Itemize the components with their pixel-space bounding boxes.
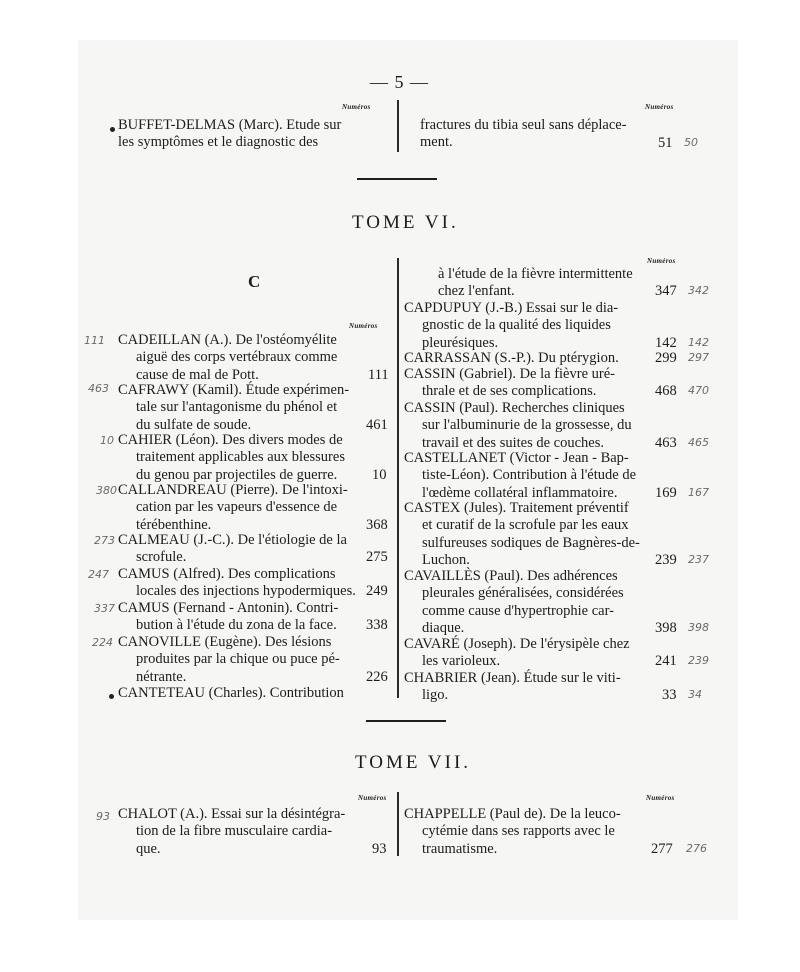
entry-line: locales des injections hypodermiques. (136, 583, 356, 600)
entry-buffet-delmas (118, 117, 341, 152)
entry-line: ligo. (422, 687, 449, 704)
entry-number: 468 (655, 383, 677, 399)
column-divider-bottom (397, 792, 399, 856)
entry-line: comme cause d'hypertrophie car- (422, 602, 614, 619)
handwritten-annotation: 297 (688, 351, 709, 364)
entry-number: 463 (655, 435, 677, 451)
section-divider (366, 720, 446, 722)
entry-calmeau (118, 532, 347, 567)
entry-line: diaque. (422, 620, 465, 637)
entry-line: CAFRAWY (Kamil). Étude expérimen- (118, 382, 350, 398)
handwritten-annotation: 465 (688, 436, 709, 449)
entry-number: 299 (655, 350, 677, 366)
entry-line: CAHIER (Léon). Des divers modes de (118, 432, 343, 448)
column-divider-top (397, 100, 399, 152)
entry-line: du sulfate de soude. (136, 416, 252, 433)
numeros-header-left: Numéros (342, 103, 371, 111)
handwritten-annotation: 380 (96, 484, 117, 497)
entry-line: du genou par projectiles de guerre. (136, 466, 338, 483)
entry-number: 169 (655, 485, 677, 501)
entry-line: CALMEAU (J.-C.). De l'étiologie de la (118, 532, 347, 548)
handwritten-annotation: 10 (100, 434, 114, 447)
entry-line: CAMUS (Alfred). Des complications (118, 566, 336, 582)
entry-line: pleurésiques. (422, 334, 499, 351)
page-number: — 5 — (370, 72, 429, 92)
entry-bullet (109, 694, 114, 699)
entry-line: traumatisme. (422, 840, 498, 857)
entry-camus-fernand (118, 600, 338, 635)
handwritten-annotation: 247 (88, 568, 109, 581)
entry-number: 241 (655, 653, 677, 669)
entry-line: tiste-Léon). Contribution à l'étude de (422, 467, 637, 484)
numeros-header-left: Numéros (358, 794, 387, 802)
entry-line: les symptômes et le diagnostic des (118, 134, 319, 151)
numeros-header-right: Numéros (645, 103, 674, 111)
entry-line: à l'étude de la fièvre intermittente (438, 266, 633, 282)
entry-line: l'œdème collatéral inflammatoire. (422, 484, 618, 501)
entry-line: cytémie dans ses rapports avec le (422, 823, 615, 840)
handwritten-annotation: 167 (688, 486, 709, 499)
entry-chalot (118, 806, 345, 858)
entry-line: nétrante. (136, 668, 187, 685)
entry-line: CASTELLANET (Victor - Jean - Bap- (404, 450, 629, 466)
entry-line: traitement applicables aux blessures (136, 449, 345, 466)
handwritten-annotation: 398 (688, 621, 709, 634)
entry-cassin-paul (404, 400, 632, 452)
entry-carrassan (404, 350, 619, 367)
numeros-header-right: Numéros (646, 794, 675, 802)
entry-line: CANTETEAU (Charles). Contribution (118, 685, 344, 701)
entry-line: CAVAILLÈS (Paul). Des adhérences (404, 568, 618, 584)
entry-line: aiguë des corps vertébraux comme (136, 349, 338, 366)
entry-continuation-fractures (420, 117, 627, 152)
entry-line: CARRASSAN (S.-P.). Du ptérygion. (404, 350, 619, 366)
entry-line: tale sur l'antagonisme du phénol et (136, 399, 338, 416)
handwritten-annotation: 342 (688, 284, 709, 297)
entry-number: 347 (655, 283, 677, 299)
entry-line: CALLANDREAU (Pierre). De l'intoxi- (118, 482, 348, 498)
tome-vi-title: TOME VI. (352, 212, 459, 233)
entry-number: 249 (366, 583, 388, 599)
entry-cadeillan (118, 332, 337, 384)
entry-number: 338 (366, 617, 388, 633)
entry-line: sur l'albuminurie de la grossesse, du (422, 417, 632, 434)
numeros-header-left: Numéros (349, 322, 378, 330)
entry-number: 51 (658, 135, 673, 151)
entry-line: CASSIN (Paul). Recherches cliniques (404, 400, 625, 416)
entry-line: gnostic de la qualité des liquides (422, 317, 611, 334)
entry-line: que. (136, 840, 161, 857)
entry-line: bution à l'étude du zona de la face. (136, 617, 337, 634)
handwritten-annotation: 111 (84, 334, 105, 347)
handwritten-annotation: 276 (686, 842, 707, 855)
entry-line: pleurales généralisées, considérées (422, 585, 624, 602)
entry-number: 277 (651, 841, 673, 857)
entry-line: CASSIN (Gabriel). De la fièvre uré- (404, 366, 615, 382)
entry-castellanet (404, 450, 636, 502)
entry-line: CANOVILLE (Eugène). Des lésions (118, 634, 332, 650)
section-letter: C (248, 272, 261, 291)
entry-line: Luchon. (422, 552, 470, 569)
entry-line: CASTEX (Jules). Traitement préventif (404, 500, 629, 516)
entry-line: CAVARÉ (Joseph). De l'érysipèle chez (404, 636, 630, 652)
entry-capdupuy (404, 300, 618, 352)
numeros-header-right: Numéros (647, 257, 676, 265)
handwritten-annotation: 237 (688, 553, 709, 566)
entry-chabrier (404, 670, 621, 705)
entry-line: cause de mal de Pott. (136, 366, 259, 383)
handwritten-annotation: 142 (688, 336, 709, 349)
handwritten-annotation: 273 (94, 534, 115, 547)
entry-line: et curatif de la scrofule par les eaux (422, 517, 629, 534)
entry-number: 33 (662, 687, 677, 703)
entry-line: CHAPPELLE (Paul de). De la leuco- (404, 806, 621, 822)
section-divider (357, 178, 437, 180)
entry-line: travail et des suites de couches. (422, 434, 604, 451)
tome-vii-title: TOME VII. (355, 752, 472, 773)
entry-canoville (118, 634, 340, 686)
entry-line: fractures du tibia seul sans déplace- (420, 117, 627, 133)
entry-number: 368 (366, 517, 388, 533)
entry-number: 142 (655, 335, 677, 351)
entry-line: scrofule. (136, 549, 187, 566)
handwritten-annotation: 470 (688, 384, 709, 397)
handwritten-annotation: 463 (88, 382, 109, 395)
handwritten-annotation: 224 (92, 636, 113, 649)
entry-number: 93 (372, 841, 387, 857)
entry-cavailles (404, 568, 624, 638)
handwritten-annotation: 93 (96, 810, 110, 823)
entry-castex (404, 500, 640, 570)
entry-line: cation par les vapeurs d'essence de (136, 499, 338, 516)
entry-cafrawy (118, 382, 349, 434)
entry-bullet (110, 127, 115, 132)
entry-line: ment. (420, 134, 453, 151)
handwritten-annotation: 337 (94, 602, 115, 615)
entry-line: CADEILLAN (A.). De l'ostéomyélite (118, 332, 337, 348)
entry-line: BUFFET-DELMAS (Marc). Etude sur (118, 117, 342, 133)
entry-number: 226 (366, 669, 388, 685)
entry-number: 398 (655, 620, 677, 636)
entry-line: sulfureuses sodiques de Bagnères-de- (422, 534, 640, 551)
entry-number: 275 (366, 549, 388, 565)
entry-number: 111 (368, 367, 389, 383)
entry-cahier (118, 432, 345, 484)
entry-line: les varioleux. (422, 653, 501, 670)
entry-line: produites par la chique ou puce pé- (136, 651, 340, 668)
entry-callandreau (118, 482, 348, 534)
entry-line: CAMUS (Fernand - Antonin). Contri- (118, 600, 339, 616)
entry-cavare (404, 636, 630, 671)
entry-cassin-gabriel (404, 366, 615, 401)
entry-line: chez l'enfant. (438, 283, 515, 300)
entry-line: tion de la fibre musculaire cardia- (136, 823, 333, 840)
handwritten-annotation: 34 (688, 688, 702, 701)
entry-number: 10 (372, 467, 387, 483)
entry-number: 461 (366, 417, 388, 433)
entry-line: térébenthine. (136, 516, 212, 533)
entry-line: CAPDUPUY (J.-B.) Essai sur le dia- (404, 300, 619, 316)
entry-chappelle (404, 806, 621, 858)
entry-line: thrale et de ses complications. (422, 383, 597, 400)
handwritten-annotation: 50 (684, 136, 698, 149)
entry-line: CHALOT (A.). Essai sur la désintégra- (118, 806, 346, 822)
column-divider (397, 258, 399, 698)
entry-canteteau-continued (420, 266, 633, 301)
entry-camus-alfred (118, 566, 356, 601)
entry-canteteau (118, 685, 344, 702)
entry-line: CHABRIER (Jean). Étude sur le viti- (404, 670, 621, 686)
entry-number: 239 (655, 552, 677, 568)
handwritten-annotation: 239 (688, 654, 709, 667)
